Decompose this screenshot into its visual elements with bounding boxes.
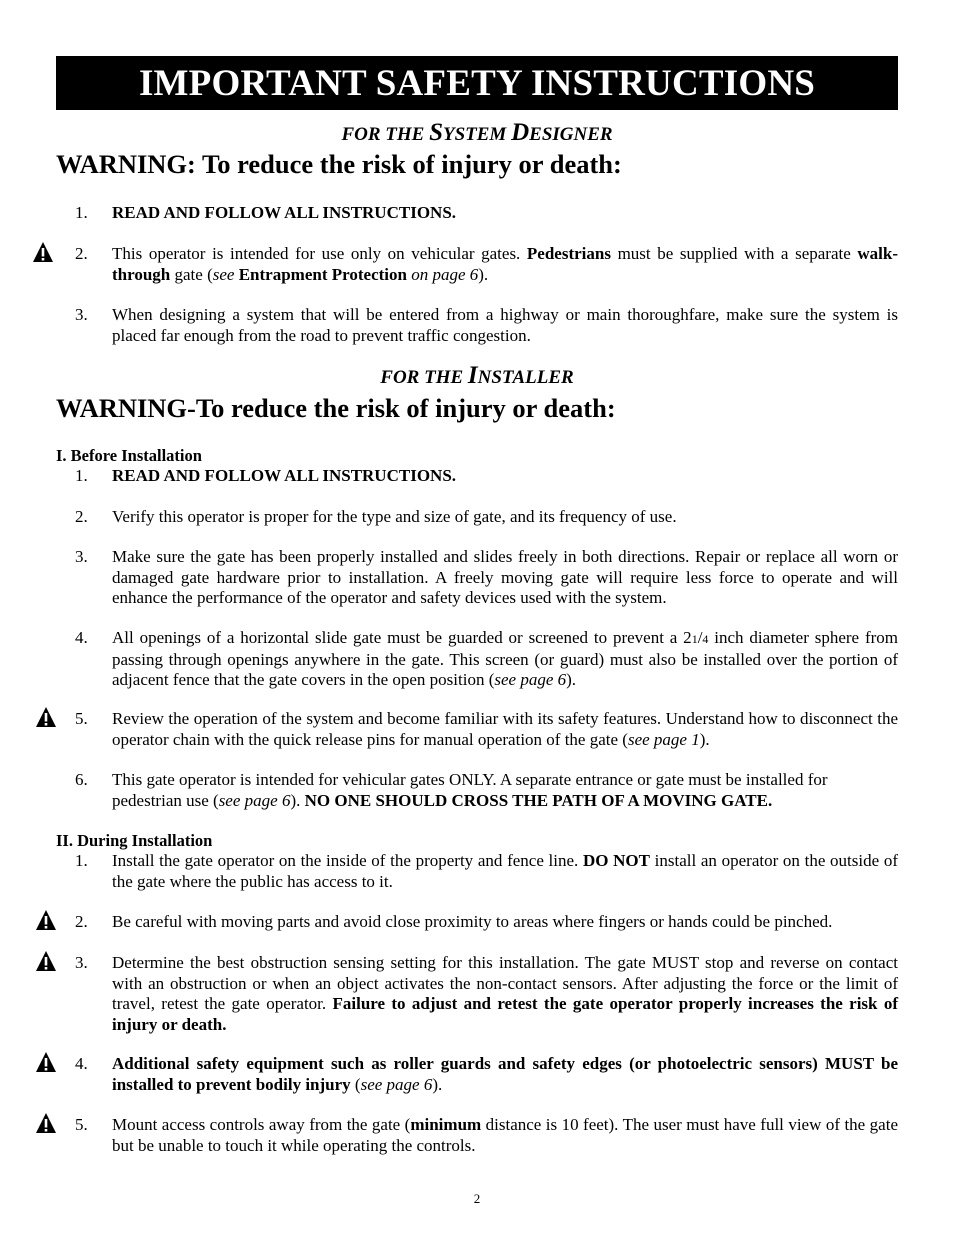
item-text: Make sure the gate has been properly installed and slides freely in both directions. Repair or replace all worn or damaged gate hardware prior to installation. A freely moving gate will require less force to operate and will enhance the performance of the operator and safety devices used with the system.: [112, 547, 898, 607]
installer-warning-heading: WARNING-To reduce the risk of injury or death:: [56, 393, 616, 423]
item-text: When designing a system that will be entered from a highway or main thoroughfare, make sure the system is placed far enough from the road to prevent traffic congestion.: [112, 305, 898, 345]
subheading-cap: I: [467, 362, 478, 389]
subheading-rest: YSTEM: [442, 124, 512, 145]
item-text: READ AND FOLLOW ALL INSTRUCTIONS.: [112, 203, 457, 222]
section-heading-during-installation: II. During Installation: [56, 831, 213, 850]
item-number: 3.: [75, 305, 88, 324]
item-number: 6.: [75, 770, 88, 789]
designer-subheading: [0, 119, 954, 146]
designer-warning-heading: WARNING: To reduce the risk of injury or death:: [56, 149, 622, 179]
item-number: 5.: [75, 1115, 88, 1134]
title-banner: [56, 56, 898, 110]
item-text: This operator is intended for use only on vehicular gates. Pedestrians must be supplied with a separate walk-through gate (see Entrapment Protection on page 6).: [112, 244, 898, 284]
section-heading-before-installation: I. Before Installation: [56, 446, 202, 465]
warning-triangle-icon: [35, 950, 57, 972]
page-title: IMPORTANT SAFETY INSTRUCTIONS: [138, 62, 816, 104]
subheading-cap: D: [511, 119, 530, 146]
item-number: 1.: [75, 203, 88, 222]
item-text: Be careful with moving parts and avoid close proximity to areas where fingers or hands could be pinched.: [112, 912, 833, 931]
item-number: 3.: [75, 953, 88, 972]
item-text: This gate operator is intended for vehicular gates ONLY. A separate entrance or gate must be installed for pedestrian use (see page 6). NO ONE SHOULD CROSS THE PATH OF A MOVING GATE.: [112, 770, 828, 810]
warning-triangle-icon: [32, 241, 54, 263]
item-number: 4.: [75, 1054, 88, 1073]
subheading-rest: NSTALLER: [477, 367, 574, 388]
item-number: 1.: [75, 466, 88, 485]
warning-triangle-icon: [35, 706, 57, 728]
subheading-rest: ESIGNER: [529, 124, 613, 145]
item-text: All openings of a horizontal slide gate must be guarded or screened to prevent a 21/4 inch diameter sphere from passing through openings anywhere in the gate. This screen (or guard) must also be installed over the portion of adjacent fence that the gate covers in the open position (see page 6).: [112, 628, 898, 689]
installer-subheading: [0, 362, 954, 389]
warning-triangle-icon: [35, 1051, 57, 1073]
item-number: 2.: [75, 507, 88, 526]
item-number: 2.: [75, 244, 88, 263]
item-text: Additional safety equipment such as roller guards and safety edges (or photoelectric sensors) MUST be installed to prevent bodily injury (see page 6).: [112, 1054, 898, 1094]
page-number: 2: [473, 1191, 481, 1206]
warning-triangle-icon: [35, 1112, 57, 1134]
item-number: 5.: [75, 709, 88, 728]
subheading-prefix: FOR THE: [341, 124, 430, 145]
item-text: READ AND FOLLOW ALL INSTRUCTIONS.: [112, 466, 457, 485]
item-number: 2.: [75, 912, 88, 931]
item-text: Verify this operator is proper for the type and size of gate, and its frequency of use.: [112, 507, 677, 526]
subheading-prefix: FOR THE: [380, 367, 468, 388]
item-text: Install the gate operator on the inside of the property and fence line. DO NOT install an operator on the outside of the gate where the public has access to it.: [112, 851, 898, 891]
subheading-cap: S: [429, 119, 443, 146]
item-text: Determine the best obstruction sensing setting for this installation. The gate MUST stop and reverse on contact with an obstruction or when an object activates the non-contact sensors. After adjusting the force or the limit of travel, retest the gate operator. Failure to adjust and retest the gate operator properly increases the risk of injury or death.: [112, 953, 898, 1034]
item-number: 4.: [75, 628, 88, 647]
item-number: 3.: [75, 547, 88, 566]
item-text: Mount access controls away from the gate (minimum distance is 10 feet). The user must have full view of the gate but be unable to touch it while operating the controls.: [112, 1115, 898, 1155]
warning-triangle-icon: [35, 909, 57, 931]
item-text: Review the operation of the system and become familiar with its safety features. Understand how to disconnect the operator chain with the quick release pins for manual operation of the gate (see page 1).: [112, 709, 898, 749]
item-number: 1.: [75, 851, 88, 870]
